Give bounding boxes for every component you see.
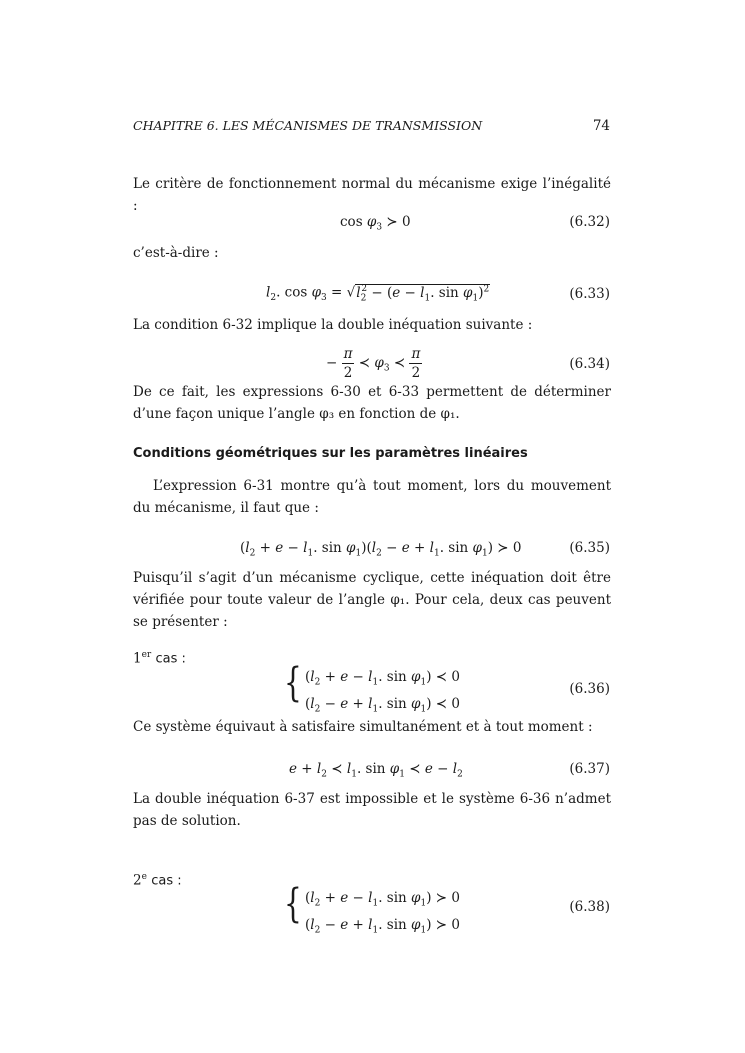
paragraph: L’expression 6-31 montre qu’à tout moment, lors du mouvement du mécanisme, il faut que : [133,478,611,516]
paragraph: Puisqu’il s’agit d’un mécanisme cyclique, cette inéquation doit être vérifiée pour toute valeur de l’angle φ₁. Pour cela, deux cas peuvent se présenter : [133,570,611,630]
equation-6-33: $l_2$. $\cos \varphi_3 = √l_2^2 - (e - l_1$. $\sin \varphi_1)^2$ [266,284,490,304]
case-label: 2e cas : [133,872,182,889]
equation-number: (6.36) [569,681,610,697]
running-header: CHAPITRE 6. LES MÉCANISMES DE TRANSMISSION [133,118,483,133]
paragraph: La double inéquation 6-37 est impossible et le système 6-36 n’admet pas de solution. [133,791,611,829]
equation-number: (6.32) [569,214,610,230]
equation-number: (6.34) [569,356,610,372]
equation-6-37: $e + l_2$ ≺ $l_1$. $\sin \varphi_1$ ≺ $e - l_2$ [289,761,463,780]
paragraph: Ce système équivaut à satisfaire simultanément et à tout moment : [133,719,593,735]
equation-6-32: $\cos \varphi_3$ ≻ 0 [340,214,411,233]
equation-number: (6.38) [569,899,610,915]
paragraph: De ce fait, les expressions 6-30 et 6-33 permettent de déterminer d’une façon unique l’angle φ₃ en fonction de φ₁. [133,384,611,422]
paragraph: La condition 6-32 implique la double inéquation suivante : [133,317,533,333]
section-title: Conditions géométriques sur les paramètres linéaires [133,446,528,461]
paragraph: c’est-à-dire : [133,245,219,261]
case-label: 1er cas : [133,650,186,667]
equation-6-35: ($l_2 + e - l_1$. $\sin \varphi_1)(l_2 - e + l_1$. $\sin \varphi_1$) ≻ 0 [240,540,522,559]
page-number: 74 [592,118,610,134]
equation-number: (6.37) [569,761,610,777]
equation-number: (6.35) [569,540,610,556]
equation-number: (6.33) [569,286,610,302]
equation-6-34: − $\frac{\pi}{2}$ ≺ $\varphi_3$ ≺ $\frac{\pi}{2}$ [326,346,421,381]
paragraph: Le critère de fonctionnement normal du mécanisme exige l’inégalité : [133,176,611,214]
